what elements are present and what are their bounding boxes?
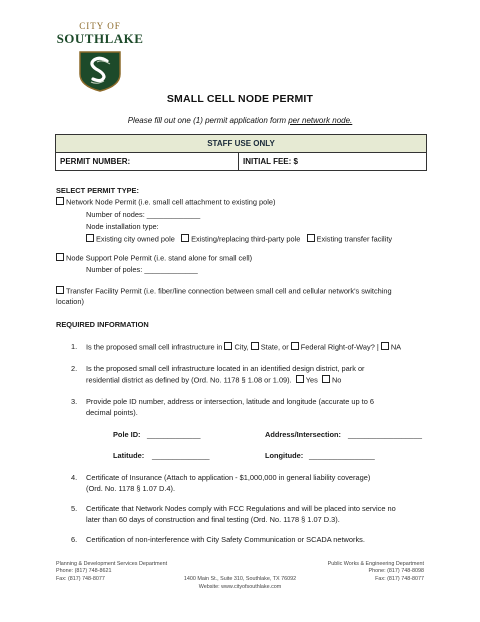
q1-prefix: Is the proposed small cell infrastructure in xyxy=(86,342,225,352)
q1-number: 1. xyxy=(71,342,78,351)
q1-city-checkbox[interactable] xyxy=(224,342,232,350)
q4-number: 4. xyxy=(71,473,78,482)
transfer-permit-label-cont: location) xyxy=(56,297,84,306)
q3-text-line2: decimal points). xyxy=(86,408,138,417)
footer-right-dept: Public Works & Engineering Department xyxy=(327,561,424,567)
q6-text: Certification of non-interference with City Safety Communication or SCADA networks. xyxy=(86,535,365,544)
installation-type-options xyxy=(86,234,392,244)
subtitle-text: Please fill out one (1) permit application form xyxy=(127,116,289,125)
q3-text-line1: Provide pole ID number, address or intersection, latitude and longitude (accurate up to 6 xyxy=(86,397,374,406)
transfer-facility-label: Existing transfer facility xyxy=(316,234,393,244)
permit-type-heading: SELECT PERMIT TYPE: xyxy=(56,186,139,195)
required-info-heading: REQUIRED INFORMATION xyxy=(56,320,149,329)
latitude-field[interactable]: ______________ xyxy=(152,451,210,460)
permit-number-field[interactable]: PERMIT NUMBER: xyxy=(56,153,239,170)
network-node-label: Network Node Permit (i.e. small cell attachment to existing pole) xyxy=(66,197,276,207)
installation-type-label: Node installation type: xyxy=(86,222,159,231)
footer-left-fax: Fax: (817) 748-8077 xyxy=(56,576,105,582)
q1-city-label: City, xyxy=(234,342,251,352)
subtitle-underlined: per network node. xyxy=(288,116,353,125)
q2-text-line1: Is the proposed small cell infrastructure located in an identified design district, park or xyxy=(86,364,365,373)
address-label: Address/Intersection: xyxy=(265,430,341,439)
q5-text-line1: Certificate that Network Nodes comply with FCC Regulations and will be placed into service no xyxy=(86,504,396,513)
q1-na-checkbox[interactable] xyxy=(381,342,389,350)
footer-address: 1400 Main St., Suite 310, Southlake, TX 76092 xyxy=(183,576,297,582)
logo-city-text: CITY OF xyxy=(79,21,121,31)
support-pole-checkbox[interactable] xyxy=(56,253,64,261)
footer-left-phone: Phone: (817) 748-8621 xyxy=(56,568,112,574)
third-party-pole-label: Existing/replacing third-party pole xyxy=(191,234,301,244)
initial-fee-field[interactable]: INITIAL FEE: $ xyxy=(243,157,298,166)
footer-left-dept: Planning & Development Services Department xyxy=(56,561,168,567)
address-field[interactable]: __________________ xyxy=(348,430,422,439)
pole-id-label: Pole ID: xyxy=(113,430,141,439)
q2-text: residential district as defined by (Ord. No. 1178 § 1.08 or 1.09). xyxy=(86,375,292,385)
support-pole-option[interactable] xyxy=(56,253,252,263)
transfer-facility-permit-option[interactable] xyxy=(56,286,392,296)
q5-text-line2: later than 60 days of construction and final testing (Ord. No. 1178 § 1.07 D.3). xyxy=(86,515,340,524)
logo-town-text: SOUTHLAKE xyxy=(56,31,144,46)
transfer-facility-checkbox[interactable] xyxy=(307,234,315,242)
q6-number: 6. xyxy=(71,535,78,544)
q2-yes-label: Yes xyxy=(305,375,318,385)
transfer-permit-checkbox[interactable] xyxy=(56,286,64,294)
third-party-pole-checkbox[interactable] xyxy=(181,234,189,242)
footer-right-fax: Fax: (817) 748-8077 xyxy=(375,576,424,582)
q1-state-label: State, or xyxy=(260,342,291,352)
longitude-field[interactable]: ________________ xyxy=(309,451,375,460)
q4-text-line2: (Ord. No. 1178 § 1.07 D.4). xyxy=(86,484,176,493)
poles-count-field[interactable]: Number of poles: _____________ xyxy=(86,265,198,274)
staff-use-row xyxy=(56,153,426,170)
support-pole-label: Node Support Pole Permit (i.e. stand alone for small cell) xyxy=(66,253,253,263)
network-node-option[interactable] xyxy=(56,197,275,207)
staff-use-table xyxy=(55,134,427,171)
page-title: SMALL CELL NODE PERMIT xyxy=(166,93,314,105)
page-subtitle xyxy=(0,116,480,125)
shield-emblem-icon xyxy=(78,50,122,92)
q1-na-label: NA xyxy=(390,342,402,352)
q3-number: 3. xyxy=(71,397,78,406)
nodes-count-field[interactable]: Number of nodes: _____________ xyxy=(86,210,201,219)
q1-federal-checkbox[interactable] xyxy=(291,342,299,350)
q2-no-label: No xyxy=(331,375,342,385)
latitude-label: Latitude: xyxy=(113,451,145,460)
pole-id-field[interactable]: _____________ xyxy=(147,430,201,439)
longitude-label: Longitude: xyxy=(265,451,304,460)
q1-federal-label: Federal Right-of-Way? | xyxy=(300,342,381,352)
staff-use-header: STAFF USE ONLY xyxy=(56,135,426,153)
city-pole-label: Existing city owned pole xyxy=(96,234,175,244)
q4-text-line1: Certificate of Insurance (Attach to application - $1,000,000 in general liability coverage) xyxy=(86,473,371,482)
footer-website[interactable]: Website: www.cityofsouthlake.com xyxy=(198,584,282,590)
q1-text xyxy=(86,342,401,352)
city-logo xyxy=(0,22,200,46)
q2-number: 2. xyxy=(71,364,78,373)
network-node-checkbox[interactable] xyxy=(56,197,64,205)
q5-number: 5. xyxy=(71,504,78,513)
footer-right-phone: Phone: (817) 748-8098 xyxy=(368,568,424,574)
transfer-permit-label: Transfer Facility Permit (i.e. fiber/line connection between small cell and cellular network's switching xyxy=(66,286,392,296)
q2-yes-checkbox[interactable] xyxy=(296,375,304,383)
q2-no-checkbox[interactable] xyxy=(322,375,330,383)
q2-text-line2 xyxy=(86,375,341,385)
city-pole-checkbox[interactable] xyxy=(86,234,94,242)
q1-state-checkbox[interactable] xyxy=(251,342,259,350)
